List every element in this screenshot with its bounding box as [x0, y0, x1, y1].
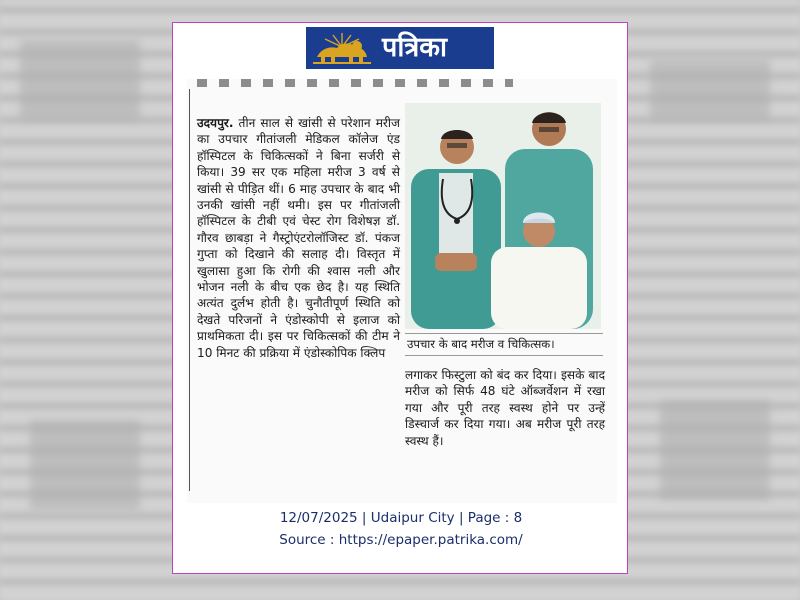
article-dateline: उदयपुर.	[197, 116, 234, 130]
blurred-background-block	[650, 60, 770, 120]
edition-info: 12/07/2025 | Udaipur City | Page : 8	[279, 510, 523, 526]
article-right-column	[405, 367, 605, 449]
clipping-footer	[173, 507, 629, 551]
blurred-background-block	[30, 420, 140, 510]
photo-caption: उपचार के बाद मरीज व चिकित्सक।	[405, 333, 603, 356]
column-rule	[189, 89, 190, 491]
article-left-column	[197, 115, 400, 361]
masthead-title: पत्रिका	[382, 32, 447, 63]
blurred-background-block	[20, 40, 140, 120]
blurred-background-block	[660, 400, 770, 500]
article-photo	[405, 103, 601, 329]
patrika-masthead	[306, 27, 494, 69]
source-info: Source : https://epaper.patrika.com/	[279, 532, 523, 548]
clipping-card	[172, 22, 628, 574]
newspaper-clipping	[187, 79, 617, 503]
lion-emblem-icon	[306, 27, 378, 69]
cut-headline-remnant	[197, 79, 513, 87]
article-left-text: तीन साल से खांसी से परेशान मरीज का उपचार गीतांजली मेडिकल कॉलेज एंड हॉस्पिटल के चिकित्सकों ने बिना सर्जरी से किया। 39 सर एक महिला मरीज 3 वर्ष से खांसी से पीड़ित थीं। 6 माह उपचार के बाद भी उनकी खांसी नहीं थमी। इस पर गीतांजली हॉस्पिटल के टीबी एवं चेस्ट रोग विशेषज्ञ डॉ. गौरव छाबड़ा ने गैस्ट्रोएंटरोलॉजिस्ट डॉ. पंकज गुप्ता को दिखाने की सलाह दी। विस्तृत में खुलासा हुआ कि रोगी की श्वास नली और भोजन नली के बीच एक छेद है। यह स्थिति अत्यंत दुर्लभ होती है। चुनौतीपूर्ण स्थिति को देखते परिजनों ने एंडोस्कोपी से इलाज को प्राथमिकता दी। इस पर चिकित्सकों की टीम ने 10 मिनट की प्रक्रिया में एंडोस्कोपिक क्लिप	[197, 116, 400, 360]
article-right-text: लगाकर फिस्टुला को बंद कर दिया। इसके बाद मरीज को सिर्फ 48 घंटे ऑब्जर्वेशन में रखा गया और पूरी तरह स्वस्थ होने पर उन्हें डिस्चार्ज कर दिया गया। अब मरीज पूरी तरह स्वस्थ हैं।	[405, 368, 605, 448]
